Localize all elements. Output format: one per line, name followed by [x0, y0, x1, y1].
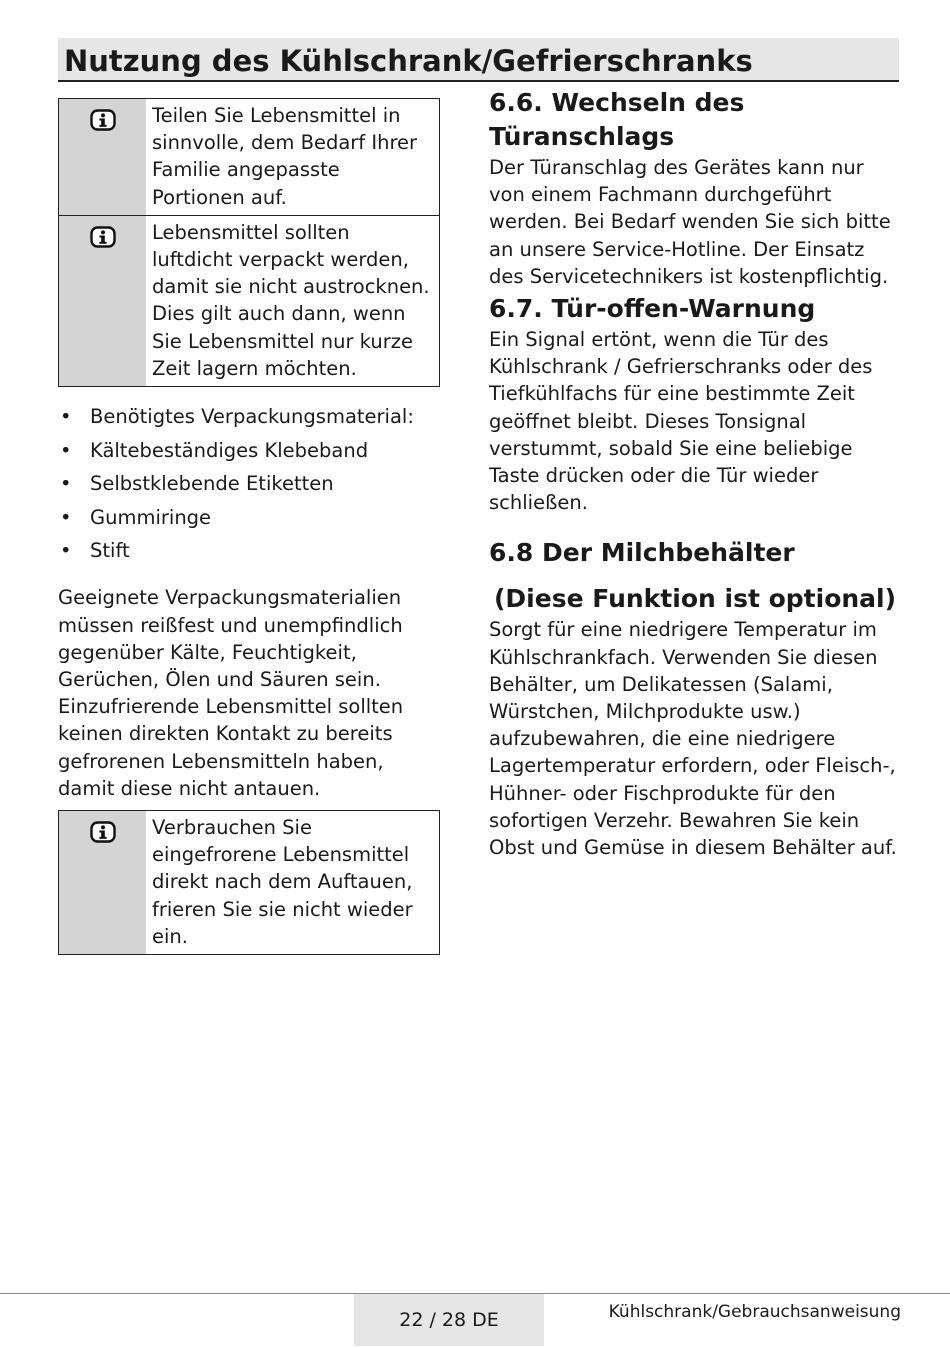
list-item-text: Stift — [90, 539, 130, 563]
section-body: Sorgt für eine niedrigere Temperatur im Kühlschrankfach. Verwenden Sie diesen Behälter, um Delikatessen (Salami, Würstchen, Milchprodukte usw.) aufzubewahren, die eine niedrigere Lagertemperatur erfordern, oder Fleisch-, Hühner- oder Fischprodukte für den sofortigen Verzehr. Bewahren Sie kein Obst und Gemüse in diesem Behälter auf. — [489, 618, 897, 860]
note-icon-cell — [59, 811, 146, 954]
right-column — [489, 86, 899, 861]
info-icon — [90, 821, 116, 843]
list-item — [58, 537, 440, 564]
list-item-text: Kältebeständiges Klebeband — [90, 438, 369, 462]
document-name: Kühlschrank/Gebrauchsanweisung — [608, 1302, 901, 1322]
list-item — [58, 470, 440, 497]
section-heading: 6.6. Wechseln des Türanschlags — [489, 88, 745, 151]
bullet-icon: • — [60, 505, 72, 529]
note-text: Teilen Sie Lebensmittel in sinnvolle, dem Bedarf Ihrer Familie angepasste Portionen auf. — [152, 104, 418, 209]
list-item-text: Selbstklebende Etiketten — [90, 472, 334, 496]
list-item-text: Benötigtes Verpackungsmaterial: — [90, 405, 414, 429]
list-item — [58, 504, 440, 531]
page-title: Nutzung des Kühlschrank/Gefrierschranks — [64, 44, 753, 78]
bullet-icon: • — [60, 438, 72, 462]
note-text: Verbrauchen Sie eingefrorene Lebensmittel direkt nach dem Auftauen, frieren Sie sie nicht wieder ein. — [152, 816, 413, 948]
bullet-icon: • — [60, 472, 72, 496]
packaging-list — [58, 403, 440, 564]
left-column — [58, 98, 440, 955]
section-body: Der Türanschlag des Gerätes kann nur von einem Fachmann durchgeführt werden. Bei Bedarf wenden Sie sich bitte an unsere Service-Hotline. Der Einsatz des Servicetechnikers ist kostenpflichtig. — [489, 156, 891, 288]
page-header — [58, 38, 899, 82]
page-number: 22 / 28 DE — [354, 1294, 544, 1346]
packaging-paragraph: Geeignete Verpackungsmaterialien müssen reißfest und unempfindlich gegenüber Kälte, Feuchtigkeit, Gerüchen, Ölen und Säuren sein. Einzufrierende Lebensmittel sollten keinen direkten Kontakt zu bereits gefrorenen Lebensmitteln haben, damit diese nicht antauen. — [58, 586, 404, 800]
note-icon-cell — [59, 216, 146, 386]
info-note — [58, 810, 440, 955]
section-heading: 6.8 Der Milchbehälter — [489, 538, 795, 568]
info-icon — [90, 109, 116, 131]
list-item — [58, 403, 440, 430]
section-body: Ein Signal ertönt, wenn die Tür des Kühlschrank / Gefrierschranks oder des Tiefkühlfachs für eine bestimmte Zeit geöffnet bleibt. Dieses Tonsignal verstummt, sobald Sie eine beliebige Taste drücken oder die Tür wieder schließen. — [489, 328, 873, 515]
list-item-text: Gummiringe — [90, 505, 212, 529]
bullet-icon: • — [60, 539, 72, 563]
list-item — [58, 437, 440, 464]
bullet-icon: • — [60, 405, 72, 429]
info-icon — [90, 226, 116, 248]
section-subheading: (Diese Funktion ist optional) — [494, 584, 897, 614]
info-note — [58, 98, 440, 216]
info-note — [58, 216, 440, 387]
section-heading: 6.7. Tür-offen-Warnung — [489, 294, 816, 324]
note-text: Lebensmittel sollten luftdicht verpackt werden, damit sie nicht austrocknen. Dies gilt auch dann, wenn Sie Lebensmittel nur kurze Zeit lagern möchten. — [152, 220, 430, 380]
note-icon-cell — [59, 99, 146, 215]
